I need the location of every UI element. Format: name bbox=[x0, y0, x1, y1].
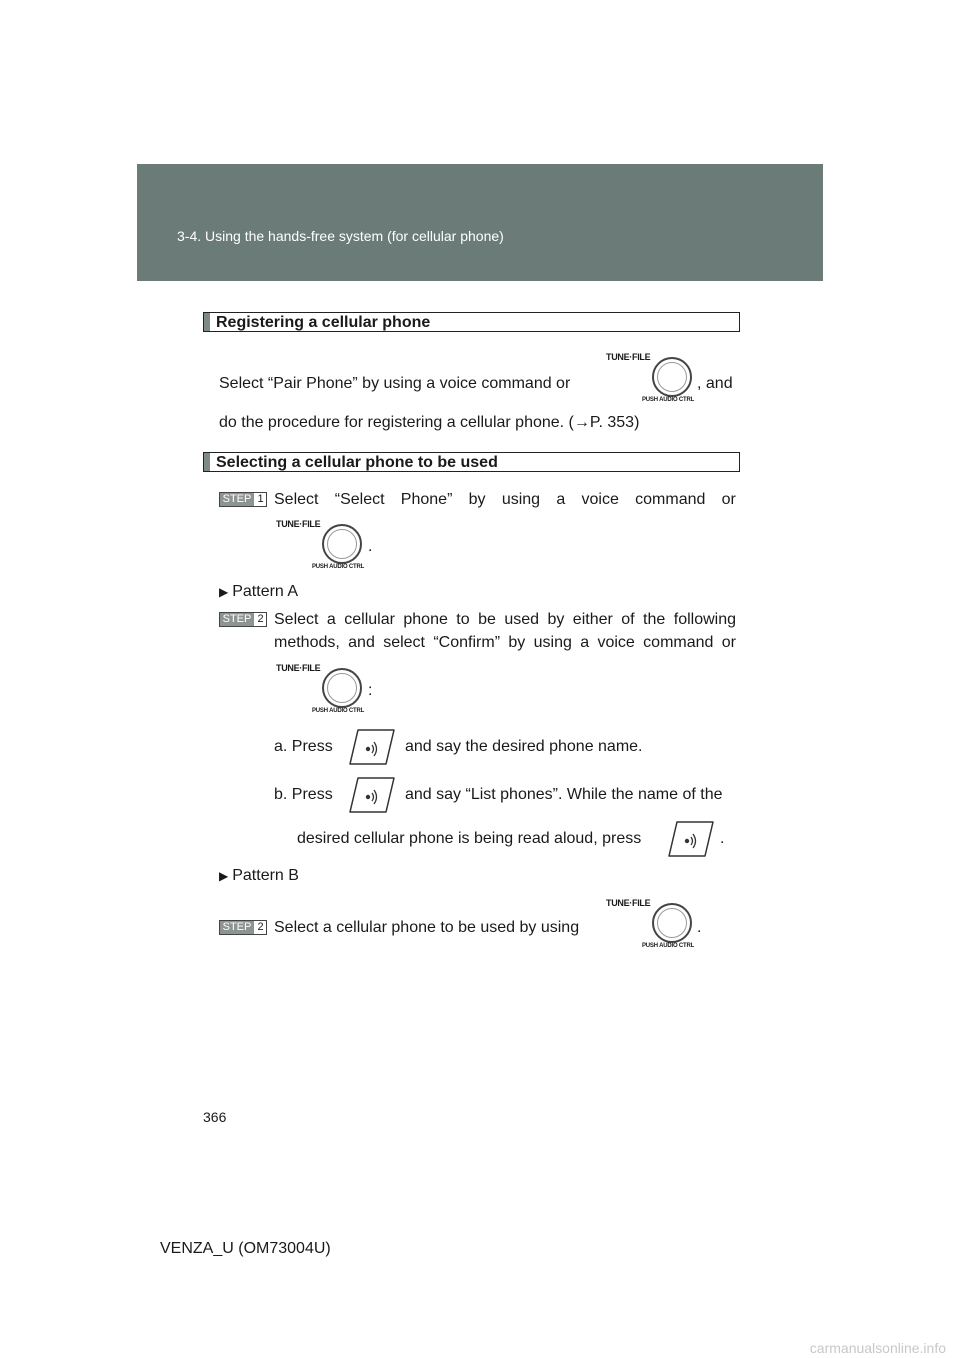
word: by bbox=[468, 491, 486, 508]
section-tab bbox=[204, 313, 210, 331]
step-word: STEP bbox=[220, 921, 254, 934]
paragraph-line: , and bbox=[697, 375, 733, 392]
section-title-bar bbox=[203, 312, 740, 332]
talk-switch-icon bbox=[348, 775, 396, 815]
word: Select bbox=[274, 491, 319, 508]
footer-model: VENZA_U (OM73004U) bbox=[160, 1240, 331, 1257]
triangle-bullet-icon: ▶ bbox=[219, 585, 229, 599]
section-title: Registering a cellular phone bbox=[216, 314, 431, 331]
knob-top-label: TUNE·FILE bbox=[276, 519, 321, 529]
punctuation: . bbox=[697, 919, 702, 936]
step-text-line bbox=[274, 490, 736, 510]
option-text: and say “List phones”. While the name of the bbox=[405, 786, 723, 803]
tune-file-knob-icon bbox=[274, 663, 373, 719]
step-word: STEP bbox=[220, 613, 254, 626]
pattern-label bbox=[219, 866, 299, 886]
knob-circle bbox=[322, 524, 362, 564]
punctuation: : bbox=[368, 682, 373, 699]
pattern-text: Pattern B bbox=[232, 867, 299, 884]
option-text: and say the desired phone name. bbox=[405, 738, 643, 755]
knob-top-label: TUNE·FILE bbox=[276, 663, 321, 673]
section-heading: 3-4. Using the hands-free system (for cellular phone) bbox=[177, 228, 504, 244]
word: “Select bbox=[334, 491, 385, 508]
word: voice bbox=[581, 491, 619, 508]
step-number: 2 bbox=[257, 921, 264, 933]
pattern-label bbox=[219, 582, 298, 602]
word: using bbox=[501, 491, 541, 508]
word: or bbox=[721, 491, 736, 508]
pattern-text: Pattern A bbox=[232, 583, 299, 600]
tune-file-knob-icon bbox=[604, 352, 700, 408]
step-badge bbox=[219, 612, 267, 627]
paragraph-line: do the procedure for registering a cellular phone. (→P. 353) bbox=[219, 414, 640, 431]
section-tab bbox=[204, 453, 210, 471]
talk-switch-icon bbox=[667, 819, 715, 859]
step-badge bbox=[219, 492, 267, 507]
tune-file-knob-icon bbox=[604, 898, 700, 954]
step-badge bbox=[219, 920, 267, 935]
word: command bbox=[635, 491, 706, 508]
step-text-line: Select a cellular phone to be used by either of the following bbox=[274, 611, 736, 628]
word: a bbox=[556, 491, 566, 508]
watermark: carmanualsonline.info bbox=[809, 1340, 946, 1356]
triangle-bullet-icon: ▶ bbox=[219, 869, 229, 883]
step-text-line: methods, and select “Confirm” by using a voice command or bbox=[274, 634, 736, 651]
punctuation: . bbox=[368, 538, 373, 555]
knob-circle bbox=[652, 357, 692, 397]
knob-top-label: TUNE·FILE bbox=[606, 352, 651, 362]
knob-bottom-label: PUSH AUDIO CTRL bbox=[312, 708, 365, 714]
section-title-bar bbox=[203, 452, 740, 472]
page-number: 366 bbox=[203, 1109, 227, 1125]
talk-switch-icon bbox=[348, 727, 396, 767]
step-text-line: Select a cellular phone to be used by using bbox=[274, 919, 580, 936]
step-number: 1 bbox=[257, 493, 264, 505]
knob-top-label: TUNE·FILE bbox=[606, 898, 651, 908]
knob-circle bbox=[652, 903, 692, 943]
knob-bottom-label: PUSH AUDIO CTRL bbox=[642, 943, 695, 949]
tune-file-knob-icon bbox=[274, 519, 373, 575]
page-header bbox=[137, 164, 823, 281]
knob-circle bbox=[322, 668, 362, 708]
step-number: 2 bbox=[257, 613, 264, 625]
word: Phone” bbox=[400, 491, 453, 508]
punctuation: . bbox=[720, 830, 725, 847]
knob-bottom-label: PUSH AUDIO CTRL bbox=[642, 397, 695, 403]
option-prefix: b. Press bbox=[274, 786, 333, 803]
section-title: Selecting a cellular phone to be used bbox=[216, 454, 498, 471]
option-text: desired cellular phone is being read aloud, press bbox=[297, 830, 642, 847]
knob-bottom-label: PUSH AUDIO CTRL bbox=[312, 564, 365, 570]
step-word: STEP bbox=[220, 493, 254, 506]
paragraph-line: Select “Pair Phone” by using a voice command or bbox=[219, 375, 571, 392]
option-prefix: a. Press bbox=[274, 738, 333, 755]
